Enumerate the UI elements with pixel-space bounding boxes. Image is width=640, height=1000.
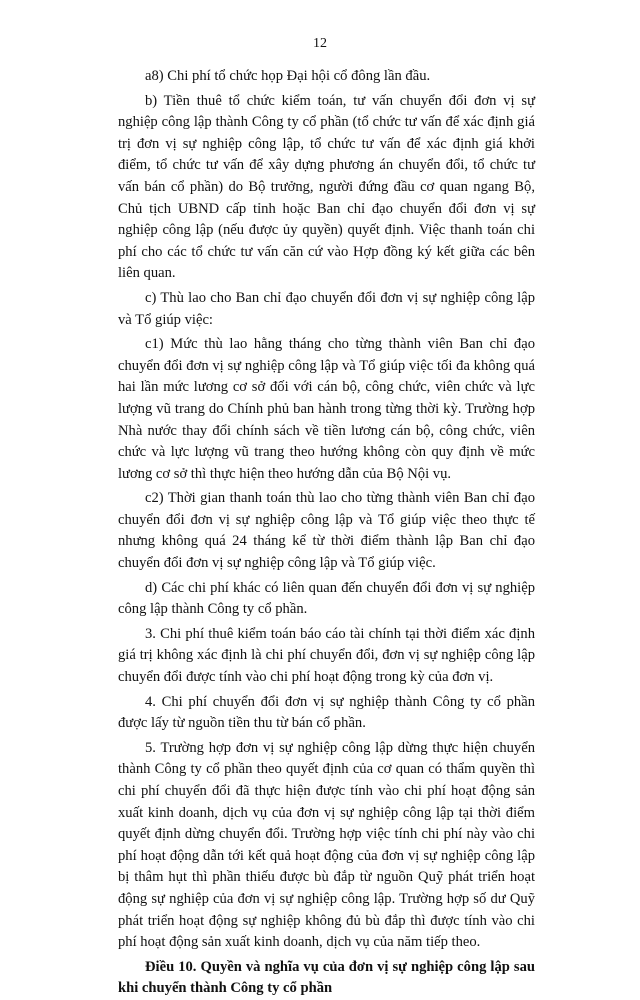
document-body (118, 66, 535, 1000)
paragraph-3: 3. Chi phí thuê kiểm toán báo cáo tài chính tại thời điểm xác định giá trị không xác định là chi phí chuyển đổi, đơn vị sự nghiệp công lập chuyển đổi được tính vào chi phí hoạt động trong kỳ của đơn vị. (118, 625, 535, 686)
paragraph-b: b) Tiền thuê tổ chức kiểm toán, tư vấn chuyển đổi đơn vị sự nghiệp công lập thành Công ty cổ phần (tổ chức tư vấn để xác định giá trị đơn vị sự nghiệp công lập, tổ chức tư vấn để xác định giá khởi điểm, tổ chức tư vấn để xây dựng phương án chuyển đổi, tổ chức tư vấn bán cổ phần) do Bộ trưởng, người đứng đầu cơ quan ngang Bộ, Chủ tịch UBND cấp tỉnh hoặc Ban chỉ đạo chuyển đổi đơn vị sự nghiệp công lập (nếu được ủy quyền) quyết định. Việc thanh toán chi phí cho các tổ chức tư vấn căn cứ vào Hợp đồng ký kết giữa các bên liên quan. (118, 92, 535, 282)
article-10-heading: Điều 10. Quyền và nghĩa vụ của đơn vị sự nghiệp công lập sau khi chuyển thành Công ty cổ phần (118, 958, 535, 997)
paragraph-a8: a8) Chi phí tổ chức họp Đại hội cổ đông lần đầu. (145, 68, 431, 84)
paragraph-5: 5. Trường hợp đơn vị sự nghiệp công lập dừng thực hiện chuyển thành Công ty cổ phần theo quyết định của cơ quan có thẩm quyền thì chi phí chuyển đổi đã thực hiện được tính vào chi phí hoạt động sản xuất kinh doanh, dịch vụ của đơn vị sự nghiệp công lập tại thời điểm quyết định dừng chuyển đổi. Trường hợp việc tính chi phí này vào chi phí hoạt động dẫn tới kết quả hoạt động của đơn vị sự nghiệp công lập bị thâm hụt thì phần thiếu được bù đắp từ nguồn Quỹ phát triển hoạt động sự nghiệp của đơn vị sự nghiệp công lập. Trường hợp số dư Quỹ phát triển hoạt động sự nghiệp không đủ bù đắp thì được tính vào chi phí hoạt động sản xuất kinh doanh, dịch vụ của năm tiếp theo. (118, 739, 535, 951)
paragraph-c: c) Thù lao cho Ban chỉ đạo chuyển đổi đơn vị sự nghiệp công lập và Tổ giúp việc: (118, 289, 535, 328)
paragraph-4: 4. Chi phí chuyển đổi đơn vị sự nghiệp thành Công ty cổ phần được lấy từ nguồn tiền thu từ bán cổ phần. (118, 693, 535, 732)
paragraph-d: d) Các chi phí khác có liên quan đến chuyển đổi đơn vị sự nghiệp công lập thành Công ty cổ phần. (118, 579, 535, 618)
page-number: 12 (313, 36, 327, 51)
paragraph-c2: c2) Thời gian thanh toán thù lao cho từng thành viên Ban chỉ đạo chuyển đổi đơn vị sự nghiệp công lập và Tổ giúp việc theo thực tế nhưng không quá 24 tháng kể từ thời điểm thành lập Ban chỉ đạo chuyển đổi đơn vị sự nghiệp công lập và Tổ giúp việc. (118, 490, 535, 572)
paragraph-c1: c1) Mức thù lao hằng tháng cho từng thành viên Ban chỉ đạo chuyển đổi đơn vị sự nghiệp công lập và Tổ giúp việc tối đa không quá hai lần mức lương cơ sở đối với cán bộ, công chức, viên chức và lực lượng vũ trang do Chính phủ ban hành trong từng thời kỳ. Trường hợp Nhà nước thay đổi chính sách về tiền lương cán bộ, công chức, viên chức và lực lượng vũ trang theo hướng không còn quy định về mức lương cơ sở thì thực hiện theo hướng dẫn của Bộ Nội vụ. (118, 336, 535, 482)
